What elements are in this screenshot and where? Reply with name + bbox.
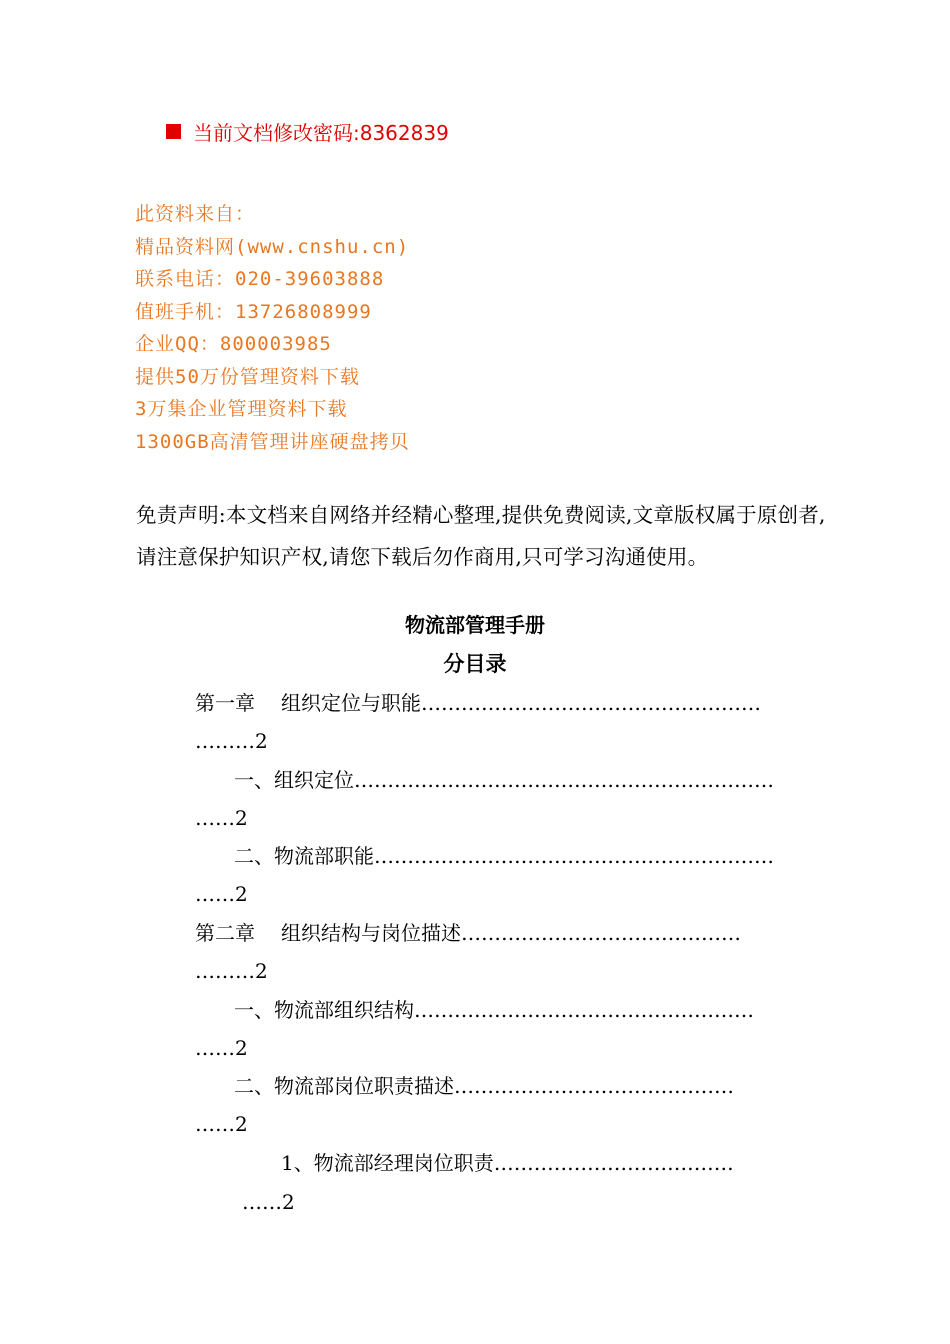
password-notice <box>166 116 449 146</box>
toc-entry[interactable] <box>234 764 820 796</box>
toc-entry-title: 二、物流部职能 <box>234 844 374 868</box>
source-line-phone: 联系电话：020-39603888 <box>135 268 385 290</box>
source-line: 3万集企业管理资料下载 <box>135 398 348 420</box>
toc-page-number: ……2 <box>195 882 248 906</box>
toc-page-number: ……2 <box>195 806 248 830</box>
toc-entry[interactable] <box>234 840 820 872</box>
source-line: 此资料来自： <box>135 203 256 225</box>
source-line: 提供50万份管理资料下载 <box>135 365 360 388</box>
source-line-website: 精品资料网(www.cnshu.cn) <box>135 235 410 258</box>
toc-page-number: ……2 <box>242 1190 295 1214</box>
toc-entry-title: 组织结构与岗位描述 <box>281 921 461 945</box>
password-text: 当前文档修改密码:8362839 <box>193 120 449 145</box>
toc-entry-title: 1、物流部经理岗位职责 <box>281 1151 494 1175</box>
toc-chapter-label: 第二章 <box>195 921 255 945</box>
toc-entry[interactable] <box>281 1147 820 1179</box>
red-square-icon <box>166 124 181 139</box>
source-line: 1300GB高清管理讲座硬盘拷贝 <box>135 430 410 453</box>
source-line-qq: 企业QQ：800003985 <box>135 333 332 355</box>
toc-entry-title: 二、物流部岗位职责描述 <box>234 1074 454 1098</box>
toc-leader: …………………………………………… <box>421 691 761 715</box>
document-title: 物流部管理手册 <box>405 613 545 637</box>
toc-page-number: ……2 <box>195 1112 248 1136</box>
toc-entry[interactable] <box>234 1070 820 1102</box>
toc-page-number: ……2 <box>195 1036 248 1060</box>
source-line-mobile: 值班手机：13726808999 <box>135 300 372 323</box>
toc-heading: 分目录 <box>443 652 507 676</box>
toc-leader: ……………………………… <box>493 1151 734 1175</box>
toc-entry-title: 组织定位与职能 <box>281 691 421 715</box>
toc-entry-title: 一、物流部组织结构 <box>234 998 414 1022</box>
toc-leader: …………………………………………… <box>414 998 754 1022</box>
toc-page-number: ………2 <box>195 729 268 753</box>
toc-chapter-label: 第一章 <box>195 691 255 715</box>
source-info-block <box>135 198 410 458</box>
toc-leader: …………………………………… <box>454 1074 734 1098</box>
toc-leader: ……………………………………………………… <box>354 768 774 792</box>
toc-entry[interactable] <box>195 687 820 719</box>
toc-page-number: ………2 <box>195 959 268 983</box>
toc-entry[interactable] <box>195 917 820 949</box>
toc-entry[interactable] <box>234 994 820 1026</box>
disclaimer-paragraph: 免责声明:本文档来自网络并经精心整理,提供免费阅读,文章版权属于原创者,请注意保护知识产权,请您下载后勿作商用,只可学习沟通使用。 <box>136 503 826 569</box>
toc-entry-title: 一、组织定位 <box>234 768 354 792</box>
toc-leader: …………………………………………………… <box>374 844 774 868</box>
toc-leader: …………………………………… <box>461 921 741 945</box>
